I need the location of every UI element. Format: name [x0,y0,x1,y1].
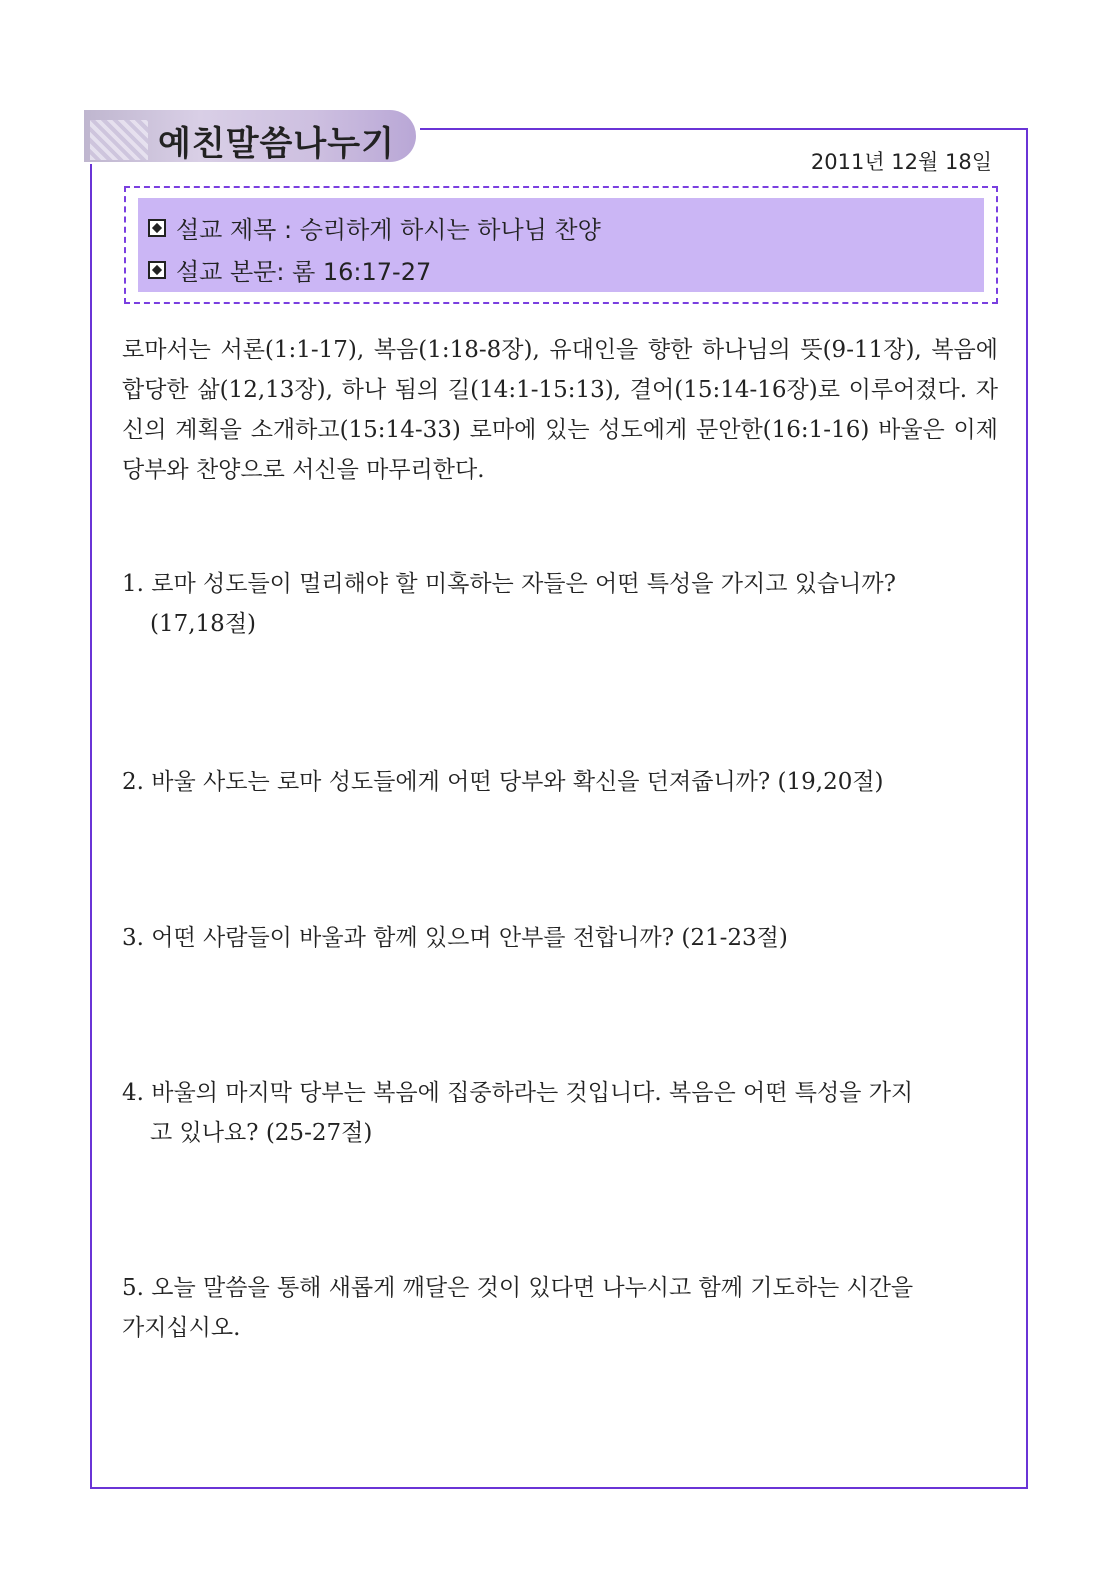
date-label: 2011년 12월 18일 [810,150,992,174]
diamond-bullet-icon [148,219,166,237]
sermon-title: 설교 제목 : 승리하게 하시는 하나님 찬양 [176,216,601,244]
question-line: 4. 바울의 마지막 당부는 복음에 집중하라는 것입니다. 복음은 어떤 특성을 가지 [122,1080,914,1106]
diamond-bullet-icon [148,261,166,279]
question-3 [122,918,998,958]
banner-background [84,110,416,162]
question-line: 2. 바울 사도는 로마 성도들에게 어떤 당부와 확신을 던져줍니까? (19,20절) [122,769,884,795]
question-1 [122,564,998,644]
question-line-continued: 고 있나요? (25-27절) [150,1120,373,1146]
sermon-text: 설교 본문: 롬 16:17-27 [176,258,432,286]
sermon-title-row [148,210,601,245]
question-line: 5. 오늘 말씀을 통해 새롭게 깨달은 것이 있다면 나누시고 함께 기도하는 시간을 [122,1275,914,1301]
sermon-info-background [138,198,984,292]
sermon-text-row [148,252,431,287]
sermon-info-box [124,186,998,304]
question-4 [122,1073,998,1153]
title-banner [80,106,420,164]
question-line-continued: 가지십시오. [122,1315,241,1341]
question-line: 3. 어떤 사람들이 바울과 함께 있으며 안부를 전합니까? (21-23절) [122,925,788,951]
question-2 [122,762,998,802]
question-line-continued: (17,18절) [150,611,257,637]
question-5 [122,1268,998,1348]
banner-decoration [90,120,148,160]
page-title: 예친말씀나누기 [158,124,395,164]
intro-paragraph: 로마서는 서론(1:1-17), 복음(1:18-8장), 유대인을 향한 하나님의 뜻(9-11장), 복음에 합당한 삶(12,13장), 하나 됨의 길(14:1-15:13), 결어(15:14-16장)로 이루어졌다. 자신의 계획을 소개하고(15:14-33) 로마에 있는 성도에게 문안한(16:1-16) 바울은 이제 당부와 찬양으로 서신을 마무리한다. [122,337,998,483]
question-line: 1. 로마 성도들이 멀리해야 할 미혹하는 자들은 어떤 특성을 가지고 있습니까? [122,571,896,597]
